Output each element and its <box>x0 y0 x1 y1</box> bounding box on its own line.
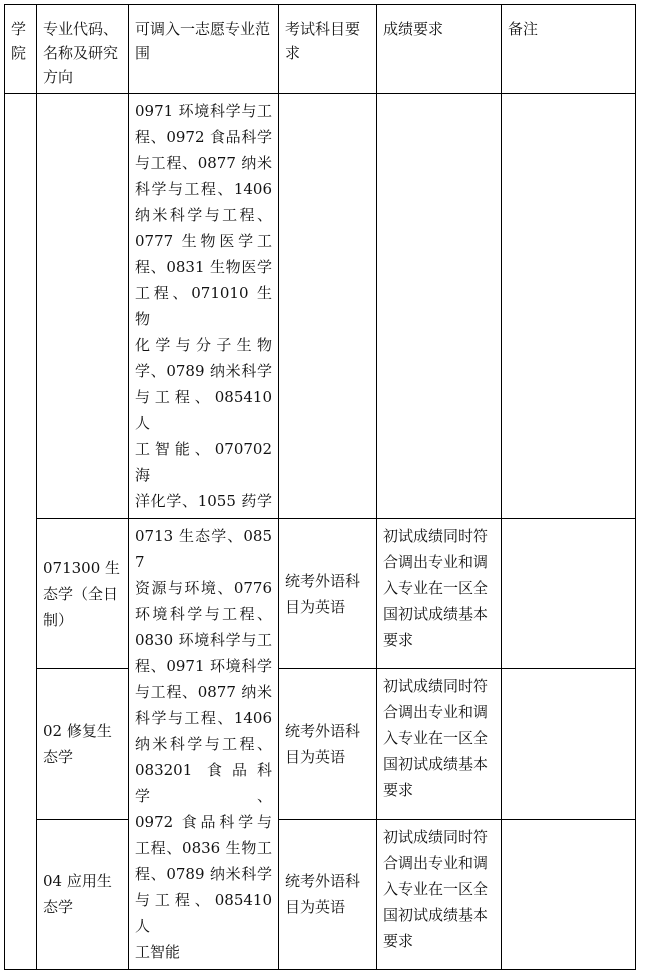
header-score: 成绩要求 <box>377 5 502 94</box>
range-line: 0972 食品科学与 <box>135 813 272 831</box>
score-cell: 初试成绩同时符合调出专业和调入专业在一区全国初试成绩基本要求 <box>377 519 502 669</box>
range-line: 纳米科学与工程、 <box>135 206 272 224</box>
range-cell-shared <box>129 519 279 970</box>
table-header-row <box>5 5 636 94</box>
range-line: 0777 生物医学工 <box>135 232 272 250</box>
range-line: 程、0972 食品科学 <box>135 128 272 146</box>
score-cell <box>377 94 502 519</box>
range-line: 洋化学、1055 药学 <box>135 492 272 510</box>
range-line: 083201 食品科学、 <box>135 761 272 805</box>
exam-cell <box>279 94 377 519</box>
college-cell <box>5 94 37 970</box>
range-line: 科学与工程、1406 <box>135 180 272 198</box>
range-line: 工智能 <box>135 943 181 961</box>
score-cell: 初试成绩同时符合调出专业和调入专业在一区全国初试成绩基本要求 <box>377 669 502 819</box>
table-row <box>5 669 636 819</box>
note-cell <box>502 669 636 819</box>
major-cell: 071300 生态学（全日制） <box>37 519 129 669</box>
table-row <box>5 819 636 969</box>
range-line: 学、0789 纳米科学 <box>135 362 272 380</box>
major-cell: 02 修复生态学 <box>37 669 129 819</box>
exam-cell: 统考外语科目为英语 <box>279 819 377 969</box>
range-line: 资源与环境、0776 <box>135 579 272 597</box>
range-line: 工智能、070702 海 <box>135 440 272 484</box>
range-line: 0971 环境科学与工 <box>135 102 272 120</box>
range-line: 化学与分子生物 <box>135 336 272 354</box>
score-cell: 初试成绩同时符合调出专业和调入专业在一区全国初试成绩基本要求 <box>377 819 502 969</box>
note-cell <box>502 519 636 669</box>
header-exam: 考试科目要求 <box>279 5 377 94</box>
range-line: 与工程、0877 纳米 <box>135 154 272 172</box>
major-cell: 04 应用生态学 <box>37 819 129 969</box>
note-cell <box>502 94 636 519</box>
range-line: 程、0789 纳米科学 <box>135 865 272 883</box>
range-line: 与工程、0877 纳米 <box>135 683 272 701</box>
range-line: 环境科学与工程、 <box>135 605 272 623</box>
range-line: 程、0831 生物医学 <box>135 258 272 276</box>
header-major: 专业代码、名称及研究方向 <box>37 5 129 94</box>
range-cell <box>129 94 279 519</box>
header-range: 可调入一志愿专业范围 <box>129 5 279 94</box>
range-line: 程、0971 环境科学 <box>135 657 272 675</box>
range-line: 0830 环境科学与工 <box>135 631 272 649</box>
range-line: 科学与工程、1406 <box>135 709 272 727</box>
range-line: 与工程、085410 人 <box>135 891 272 935</box>
major-cell <box>37 94 129 519</box>
note-cell <box>502 819 636 969</box>
header-college: 学院 <box>5 5 37 94</box>
header-note: 备注 <box>502 5 636 94</box>
range-line: 工程、071010 生物 <box>135 284 272 328</box>
table-row <box>5 94 636 519</box>
adjustment-table <box>4 4 636 970</box>
range-line: 0713 生态学、0857 <box>135 527 272 571</box>
table-row <box>5 519 636 669</box>
exam-cell: 统考外语科目为英语 <box>279 519 377 669</box>
exam-cell: 统考外语科目为英语 <box>279 669 377 819</box>
range-line: 与工程、085410 人 <box>135 388 272 432</box>
range-line: 纳米科学与工程、 <box>135 735 272 753</box>
range-line: 工程、0836 生物工 <box>135 839 272 857</box>
